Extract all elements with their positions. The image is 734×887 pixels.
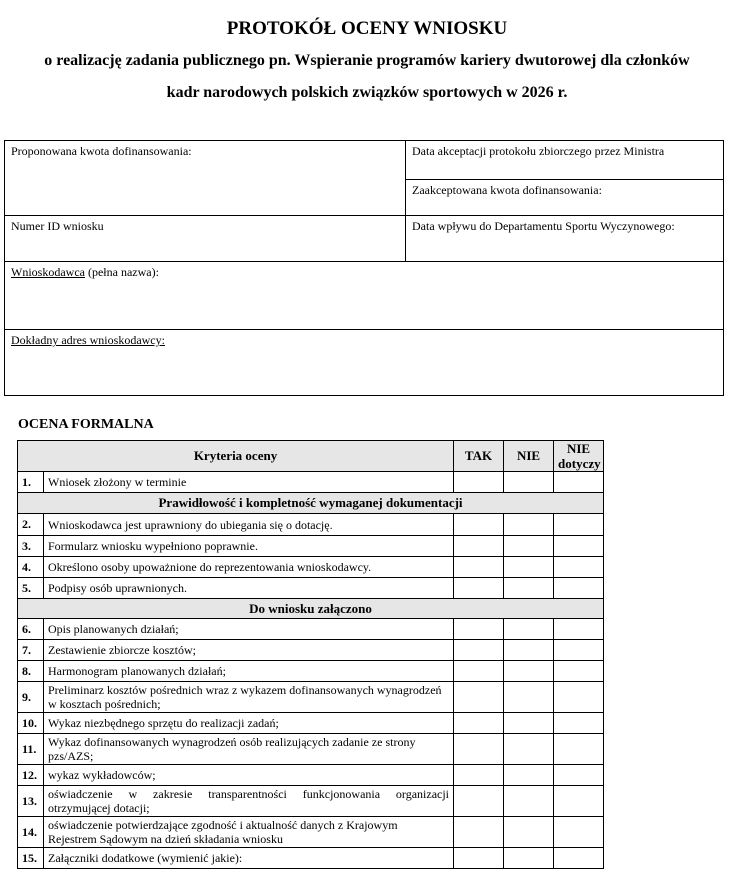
proposed-amount-label: Proponowana kwota dofinansowania: [11,144,192,158]
yes-checkbox-cell[interactable] [454,640,504,661]
criteria-text: Podpisy osób uprawnionych. [44,578,454,599]
criteria-row [18,765,604,786]
criteria-text: Zestawienie zbiorcze kosztów; [44,640,454,661]
criteria-number: 14. [18,817,44,848]
yes-checkbox-cell[interactable] [454,578,504,599]
yes-checkbox-cell[interactable] [454,514,504,536]
yes-checkbox-cell[interactable] [454,765,504,786]
criteria-text: Załączniki dodatkowe (wymienić jakie): [44,848,454,869]
acceptance-date-field[interactable] [406,141,723,179]
criteria-number: 10. [18,713,44,734]
no-checkbox-cell[interactable] [504,734,554,765]
criteria-number: 6. [18,619,44,640]
criteria-text: Wniosek złożony w terminie [44,472,454,493]
not-applicable-checkbox-cell[interactable] [554,682,604,713]
no-checkbox-cell[interactable] [504,557,554,578]
criteria-number: 15. [18,848,44,869]
yes-checkbox-cell[interactable] [454,661,504,682]
no-checkbox-cell[interactable] [504,817,554,848]
not-applicable-checkbox-cell[interactable] [554,786,604,817]
receipt-date-field[interactable] [406,216,723,261]
criteria-number: 13. [18,786,44,817]
criteria-row [18,514,604,536]
proposed-amount-field[interactable] [5,141,405,215]
criteria-number: 3. [18,536,44,557]
receipt-date-label: Data wpływu do Departamentu Sportu Wyczynowego: [412,219,675,233]
yes-checkbox-cell[interactable] [454,786,504,817]
criteria-text: wykaz wykładowców; [44,765,454,786]
yes-checkbox-cell[interactable] [454,619,504,640]
criteria-text: Wnioskodawca jest uprawniony do ubiegania się o dotację. [44,514,454,536]
criteria-row [18,661,604,682]
no-checkbox-cell[interactable] [504,536,554,557]
document-subtitle-line2: kadr narodowych polskich związków sportowych w 2026 r. [166,84,568,101]
criteria-text: Harmonogram planowanych działań; [44,661,454,682]
criteria-text: Opis planowanych działań; [44,619,454,640]
yes-checkbox-cell[interactable] [454,557,504,578]
criteria-number: 2. [18,514,44,536]
criteria-row [18,734,604,765]
criteria-number: 5. [18,578,44,599]
no-checkbox-cell[interactable] [504,661,554,682]
no-checkbox-cell[interactable] [504,640,554,661]
criteria-row [18,848,604,869]
no-column-header: NIE [504,441,554,472]
no-checkbox-cell[interactable] [504,765,554,786]
criteria-text: Wykaz dofinansowanych wynagrodzeń osób realizujących zadanie ze strony pzs/AZS; [44,734,454,765]
not-applicable-checkbox-cell[interactable] [554,514,604,536]
applicant-address-field[interactable] [5,330,723,395]
not-applicable-checkbox-cell[interactable] [554,536,604,557]
no-checkbox-cell[interactable] [504,786,554,817]
criteria-text: oświadczenie potwierdzające zgodność i aktualność danych z Krajowym Rejestrem Sądowym na dzień składania wniosku [44,817,454,848]
not-applicable-checkbox-cell[interactable] [554,557,604,578]
yes-checkbox-cell[interactable] [454,682,504,713]
formal-criteria-table [17,440,604,869]
criteria-section-title: Do wniosku załączono [18,599,604,619]
criteria-row [18,578,604,599]
not-applicable-column-header: NIE dotyczy [554,441,604,472]
yes-checkbox-cell[interactable] [454,817,504,848]
criteria-row [18,640,604,661]
criteria-number: 4. [18,557,44,578]
criteria-text: Określono osoby upoważnione do reprezentowania wnioskodawcy. [44,557,454,578]
no-checkbox-cell[interactable] [504,514,554,536]
acceptance-date-label: Data akceptacji protokołu zbiorczego przez Ministra [412,144,665,158]
criteria-section-row [18,493,604,514]
criteria-row [18,817,604,848]
not-applicable-checkbox-cell[interactable] [554,472,604,493]
criteria-row [18,619,604,640]
no-checkbox-cell[interactable] [504,848,554,869]
not-applicable-checkbox-cell[interactable] [554,817,604,848]
application-id-field[interactable] [5,216,405,261]
applicant-label: Wnioskodawca (pełna nazwa): [11,265,159,279]
criteria-number: 11. [18,734,44,765]
criteria-text: Formularz wniosku wypełniono poprawnie. [44,536,454,557]
criteria-row [18,536,604,557]
criteria-row [18,557,604,578]
criteria-text: oświadczenie w zakresie transparentności funkcjonowania organizacji otrzymującej dotacji; [44,786,454,817]
criteria-section-title: Prawidłowość i kompletność wymaganej dokumentacji [18,493,604,514]
criteria-text: Preliminarz kosztów pośrednich wraz z wykazem dofinansowanych wynagrodzeń w kosztach pośrednich; [44,682,454,713]
criteria-section-row [18,599,604,619]
no-checkbox-cell[interactable] [504,472,554,493]
not-applicable-checkbox-cell[interactable] [554,765,604,786]
criteria-number: 8. [18,661,44,682]
not-applicable-checkbox-cell[interactable] [554,734,604,765]
no-checkbox-cell[interactable] [504,578,554,599]
criteria-row [18,786,604,817]
not-applicable-checkbox-cell[interactable] [554,713,604,734]
not-applicable-checkbox-cell[interactable] [554,578,604,599]
application-id-label: Numer ID wniosku [11,219,104,233]
yes-checkbox-cell[interactable] [454,713,504,734]
not-applicable-checkbox-cell[interactable] [554,640,604,661]
criteria-row [18,682,604,713]
no-checkbox-cell[interactable] [504,713,554,734]
no-checkbox-cell[interactable] [504,682,554,713]
not-applicable-checkbox-cell[interactable] [554,848,604,869]
document-subtitle-line1: o realizację zadania publicznego pn. Wspieranie programów kariery dwutorowej dla członków [44,52,690,69]
criteria-number: 7. [18,640,44,661]
criteria-column-header: Kryteria oceny [18,441,454,472]
criteria-row [18,472,604,493]
yes-checkbox-cell[interactable] [454,734,504,765]
not-applicable-checkbox-cell[interactable] [554,661,604,682]
accepted-amount-field[interactable] [406,180,723,215]
no-checkbox-cell[interactable] [504,619,554,640]
criteria-number: 1. [18,472,44,493]
yes-checkbox-cell[interactable] [454,472,504,493]
formal-assessment-heading: OCENA FORMALNA [18,417,154,432]
yes-checkbox-cell[interactable] [454,848,504,869]
yes-column-header: TAK [454,441,504,472]
document-title: PROTOKÓŁ OCENY WNIOSKU [226,18,508,39]
not-applicable-checkbox-cell[interactable] [554,619,604,640]
yes-checkbox-cell[interactable] [454,536,504,557]
criteria-row [18,713,604,734]
table-header-row [18,441,604,472]
criteria-text: Wykaz niezbędnego sprzętu do realizacji zadań; [44,713,454,734]
criteria-number: 9. [18,682,44,713]
applicant-address-label: Dokładny adres wnioskodawcy: [11,333,165,347]
application-info-grid [4,140,724,396]
criteria-table-body [18,472,604,869]
accepted-amount-label: Zaakceptowana kwota dofinansowania: [412,183,602,197]
applicant-name-field[interactable] [5,262,723,329]
criteria-number: 12. [18,765,44,786]
